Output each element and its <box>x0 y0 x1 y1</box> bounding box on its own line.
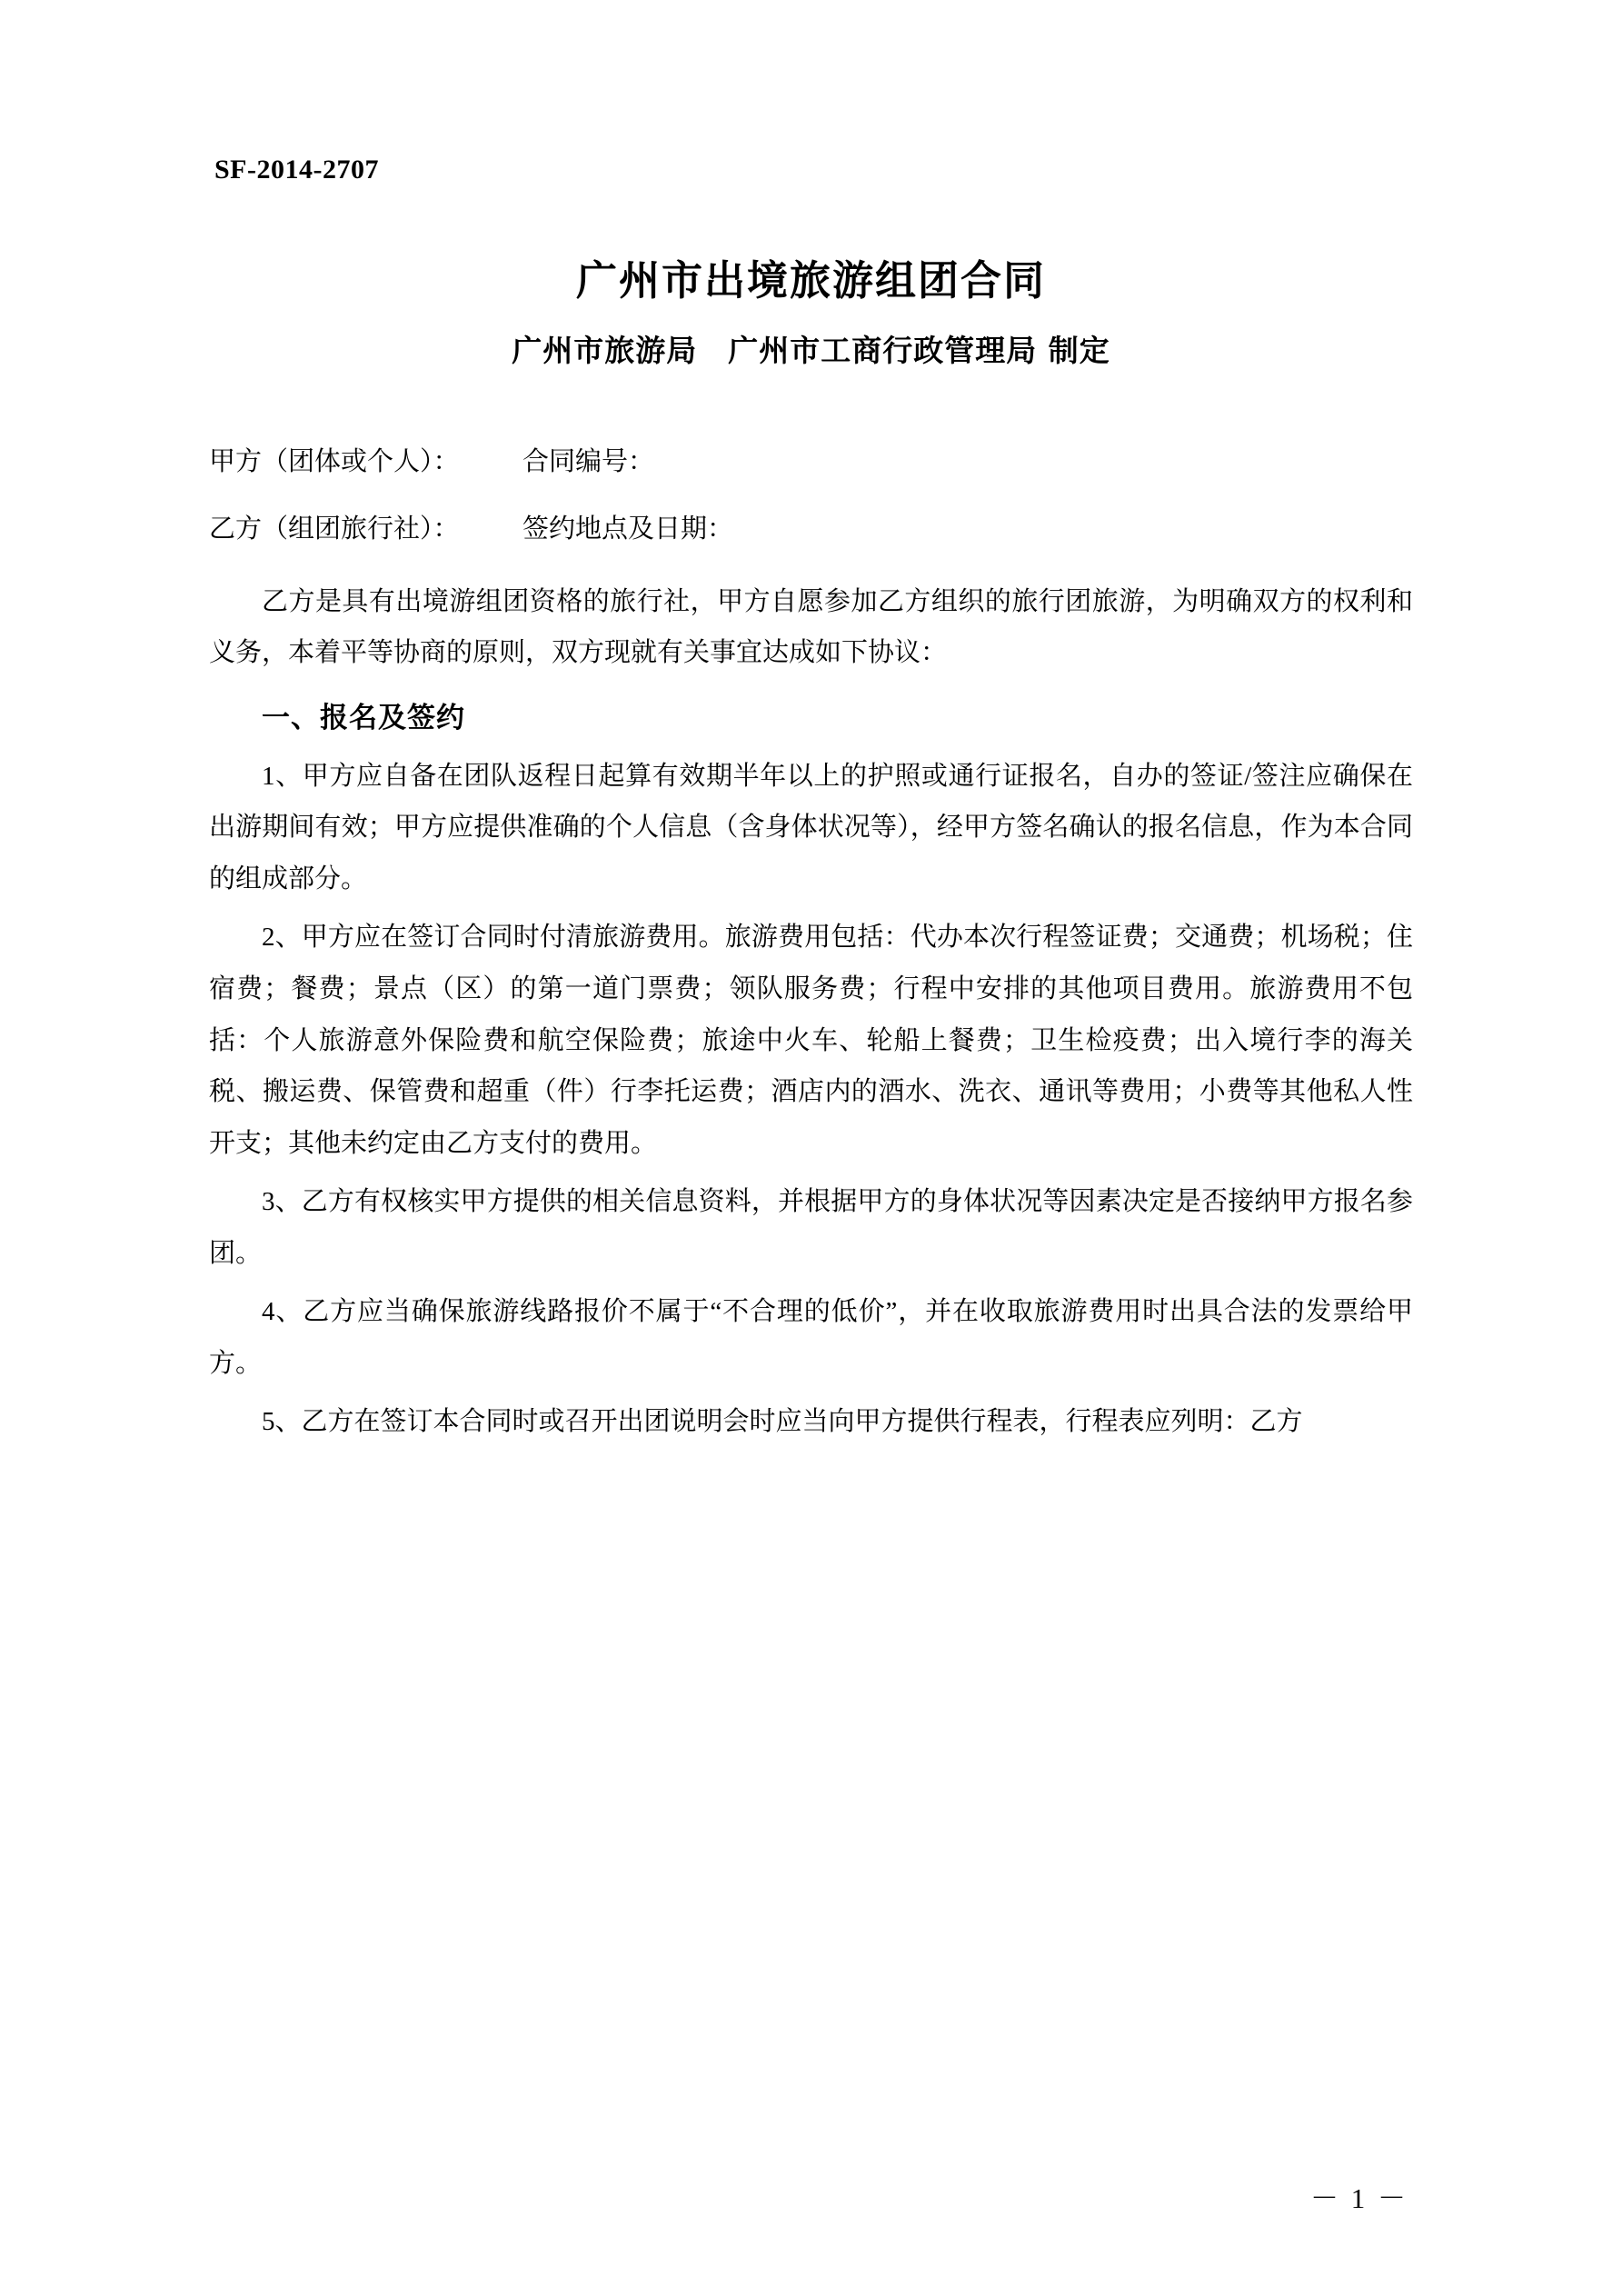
title-block <box>209 256 1413 370</box>
page-title: 广州市出境旅游组团合同 <box>575 256 1046 304</box>
document-subtitle: 广州市旅游局 广州市工商行政管理局 制定 <box>512 333 1110 368</box>
intro-paragraph: 乙方是具有出境游组团资格的旅行社，甲方自愿参加乙方组织的旅行团旅游，为明确双方的权利和义务，本着平等协商的原则，双方现就有关事宜达成如下协议： <box>209 586 1413 668</box>
party-b-label: 乙方（组团旅行社）： <box>209 514 460 544</box>
signing-place-date-label: 签约地点及日期： <box>522 514 734 544</box>
page-number: － 1 － <box>1310 2182 1408 2214</box>
clause-4: 4、乙方应当确保旅游线路报价不属于“不合理的低价”，并在收取旅游费用时出具合法的发票给甲方。 <box>209 1297 1413 1378</box>
clause-1: 1、甲方应自备在团队返程日起算有效期半年以上的护照或通行证报名，自办的签证/签注应确保在出游期间有效；甲方应提供准确的个人信息（含身体状况等），经甲方签名确认的报名信息，作为本合同的组成部分。 <box>209 761 1413 893</box>
document-code: SF-2014-2707 <box>214 155 379 185</box>
clause-3: 3、乙方有权核实甲方提供的相关信息资料，并根据甲方的身体状况等因素决定是否接纳甲方报名参团。 <box>209 1187 1413 1268</box>
section-heading-1: 一、报名及签约 <box>262 701 465 734</box>
party-block <box>209 441 1413 551</box>
party-a-label: 甲方（团体或个人）： <box>209 447 460 476</box>
clause-2: 2、甲方应在签订合同时付清旅游费用。旅游费用包括：代办本次行程签证费；交通费；机场税；住宿费；餐费；景点（区）的第一道门票费；领队服务费；行程中安排的其他项目费用。旅游费用不包括：个人旅游意外保险费和航空保险费；旅途中火车、轮船上餐费；卫生检疫费；出入境行李的海关税、搬运费、保管费和超重（件）行李托运费；酒店内的酒水、洗衣、通讯等费用；小费等其他私人性开支；其他未约定由乙方支付的费用。 <box>209 923 1413 1158</box>
contract-number-label: 合同编号： <box>522 447 655 476</box>
party-row-a <box>209 441 1413 483</box>
clause-5: 5、乙方在签订本合同时或召开出团说明会时应当向甲方提供行程表，行程表应列明：乙方 <box>262 1407 1303 1437</box>
party-row-b <box>209 508 1413 550</box>
